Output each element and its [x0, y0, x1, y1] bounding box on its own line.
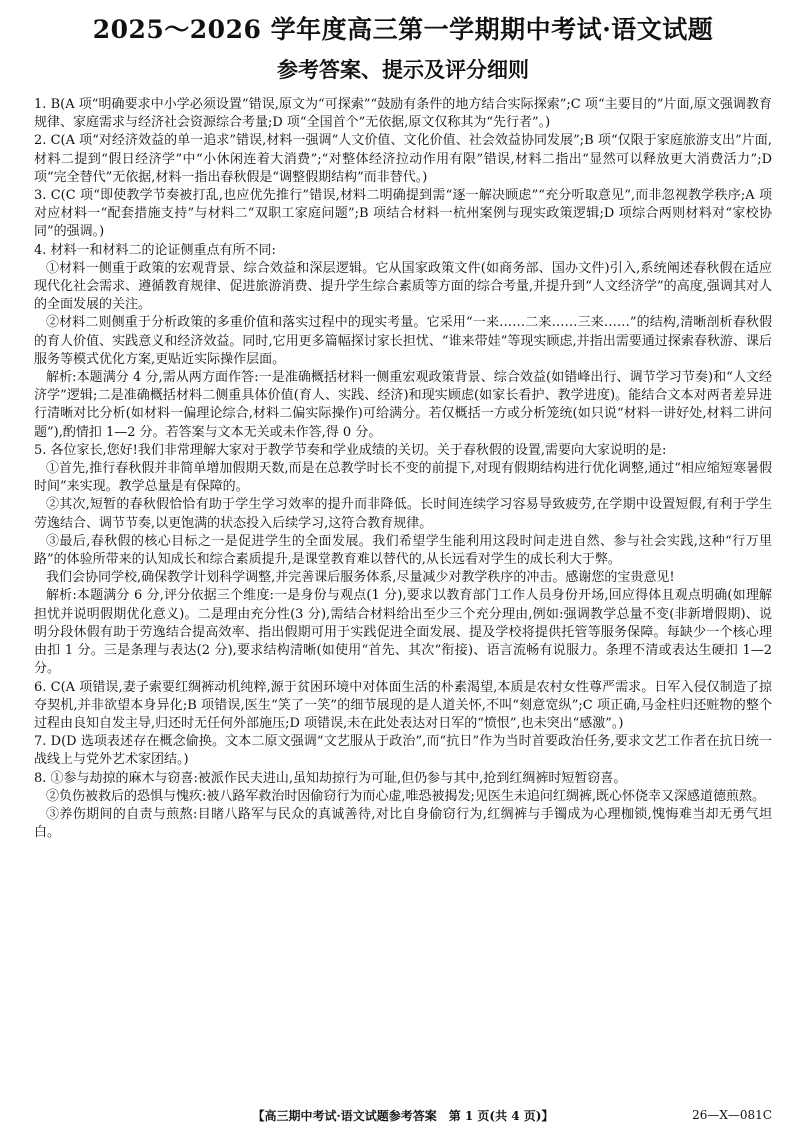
answer-q8-point-2: ②负伤被救后的恐惧与愧疚:被八路军救治时因偷窃行为而心虚,唯恐被揭发;见医生未追问红绸裤,既心怀侥幸又深感道德煎熬。 — [46, 788, 766, 804]
answer-q5-head: 5. 各位家长,您好!我们非常理解大家对于教学节奏和学业成绩的关切。关于春秋假的设置,需要向大家说明的是: — [34, 442, 667, 458]
answer-q3: 3. C(C 项“即使教学节奏被打乱,也应优先推行”错误,材料二明确提到需“逐一解决顾虑”“充分听取意见”,而非忽视教学秩序;A 项对应材料一“配套措施支持”与材料二“双职工家庭问题”;B 项结合材料一杭州案例与现实政策逻辑;D 项综合两则材料对“家校协同”的强调。) — [34, 188, 772, 240]
answer-content — [34, 96, 772, 842]
answer-q5-point-3: ③最后,春秋假的核心目标之一是促进学生的全面发展。我们希望学生能利用这段时间走进自然、参与社会实践,这种“行万里路”的体验所带来的认知成长和综合素质提升,是课堂教育难以替代的,从长远看对学生的成长利大于弊。 — [34, 533, 772, 568]
answer-q4-analysis: 解析:本题满分 4 分,需从两方面作答:一是准确概括材料一侧重宏观政策背景、综合效益(如错峰出行、调节学习节奏)和“人文经济学”逻辑;二是准确概括材料二侧重具体价值(育人、实践、经济)和现实顾虑(如家长看护、教学进度)。能结合文本对两者差异进行清晰对比分析(如材料一偏理论综合,材料二偏实际操作)可给满分。若仅概括一方或分析笼统(如只说“材料一讲好处,材料二讲问题”),酌情扣 1—2 分。若答案与文本无关或未作答,得 0 分。 — [34, 370, 772, 440]
answer-q5-point-1: ①首先,推行春秋假并非简单增加假期天数,而是在总教学时长不变的前提下,对现有假期结构进行优化调整,通过“相应缩短寒暑假时间”来实现。教学总量是有保障的。 — [34, 461, 772, 495]
answer-q5-point-2: ②其次,短暂的春秋假恰恰有助于学生学习效率的提升而非降低。长时间连续学习容易导致疲劳,在学期中设置短假,有利于学生劳逸结合、调节节奏,以更饱满的状态投入后续学习,这符合教育规律。 — [34, 497, 772, 531]
answer-q8-point-3: ③养伤期间的自责与煎熬:目睹八路军与民众的真诚善待,对比自身偷窃行为,红绸裤与手镯成为心理枷锁,愧悔难当却无勇气坦白。 — [34, 806, 772, 841]
page-title: 2025～2026 学年度高三第一学期期中考试·语文试题 — [92, 15, 714, 44]
answer-q8-head: 8. ①参与劫掠的麻木与窃喜:被派作民夫进山,虽知劫掠行为可耻,但仍参与其中,抢到红绸裤时短暂窃喜。 — [34, 770, 627, 786]
answer-q4-head: 4. 材料一和材料二的论证侧重点有所不同: — [34, 242, 276, 258]
page-footer — [34, 1108, 772, 1122]
answer-q1: 1. B(A 项“明确要求中小学必须设置”错误,原文为“可探索”“鼓励有条件的地方结合实际探索”;C 项“主要目的”片面,原文强调教育规律、家庭需求与经济社会资源综合考量;D 项“全国首个”无依据,原文仅称其为“先行者”。) — [34, 97, 772, 131]
answer-q2: 2. C(A 项“对经济效益的单一追求”错误,材料一强调“人文价值、文化价值、社会效益协同发展”;B 项“仅限于家庭旅游支出”片面,材料二提到“假日经济学”中“小休闲连着大消费”;“对整体经济拉动作用有限”错误,材料二指出“显然可以释放更大消费活力”;D 项“完全替代”无依据,材料一指出春秋假是“调整假期结构”而非替代。) — [34, 133, 772, 185]
page-subtitle: 参考答案、提示及评分细则 — [277, 57, 529, 82]
answer-q4-point-1: ①材料一侧重于政策的宏观背景、综合效益和深层逻辑。它从国家政策文件(如商务部、国办文件)引入,系统阐述春秋假在适应现代化社会需求、遵循教育规律、促进旅游消费、提升学生综合素质等方面的综合考量,并提升到“人文经济学”的高度,强调其对人的全面发展的关注。 — [34, 260, 772, 313]
answer-q6: 6. C(A 项错误,妻子索要红绸裤动机纯粹,源于贫困环境中对体面生活的朴素渴望,本质是农村女性尊严需求。日军入侵仅制造了掠夺契机,并非欲望本身异化;B 项错误,医生“笑了一笑”的细节展现的是人道关怀,不叫“刻意宽纵”;C 项正确,马金柱归还赃物的整个过程由良知自发主导,归还时无任何外部施压;D 项错误,未在此处表达对日军的“愤恨”,也未突出“感激”。) — [34, 679, 772, 731]
answer-q7: 7. D(D 选项表述存在概念偷换。文本二原文强调“文艺服从于政治”,而“抗日”作为当时首要政治任务,要求文艺工作者在抗日统一战线上与党外艺术家团结。) — [34, 734, 772, 768]
answer-q5-analysis: 解析:本题满分 6 分,评分依据三个维度:一是身份与观点(1 分),要求以教育部门工作人员身份开场,回应得体且观点明确(如理解担忧并说明假期优化意义)。二是理由充分性(3 分),需结合材料给出至少三个充分理由,例如:强调教学总量不变(非新增假期)、说明分段休假有助于劳逸结合提高效率、指出假期可用于实践促进全面发展、提及学校将提供托管等服务保障。每缺少一个核心理由扣 1 分。三是条理与表达(2 分),要求结构清晰(如使用“首先、其次”衔接)、语言流畅有说服力。条理不清或表达生硬扣 1—2 分。 — [34, 588, 772, 677]
answer-q4-point-2: ②材料二则侧重于分析政策的多重价值和落实过程中的现实考量。它采用“一来……二来……三来……”的结构,清晰剖析春秋假的育人价值、实践意义和经济效益。同时,它用更多篇幅探讨家长担忧、“谁来带娃”等现实顾虑,并指出需要通过探索春秋游、课后服务等模式优化方案,更贴近实际操作层面。 — [34, 315, 772, 367]
footer-exam-code: 26—X—081C — [692, 1108, 772, 1122]
answer-q5-closing: 我们会协同学校,确保教学计划科学调整,并完善课后服务体系,尽量减少对教学秩序的冲击。感谢您的宝贵意见! — [46, 570, 675, 586]
footer-page-info: 【高三期中考试·语文试题参考答案 第 1 页(共 4 页)】 — [252, 1108, 554, 1123]
